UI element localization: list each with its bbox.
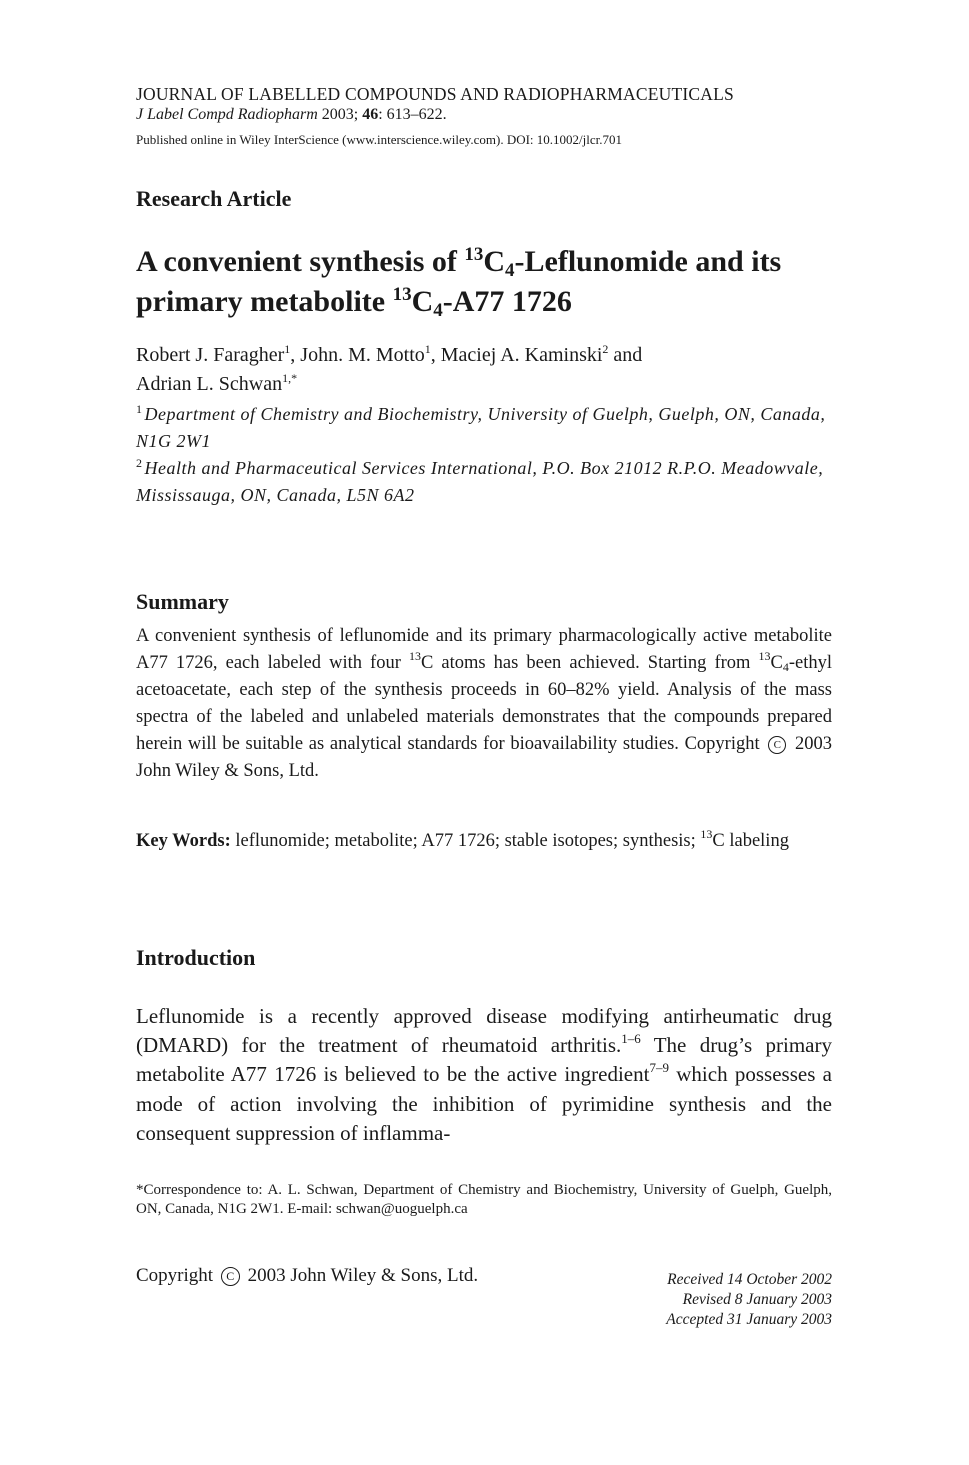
introduction-text: which possesses a mode of action involving the inhibition of pyrimidine synthesis and the consequent suppression of inflamma-	[136, 1062, 832, 1145]
author-separator: ,	[430, 344, 441, 366]
summary-text: C	[770, 653, 783, 673]
summary-text: A convenient synthesis of leflunomide and its primary pharmacologically active metabolite A77 1726, each labeled with four	[136, 626, 832, 673]
summary-heading: Summary	[136, 589, 229, 614]
summary-text: -ethyl acetoacetate, each step of the synthesis proceeds in 60–82% yield. Analysis of the mass spectra of the labeled and unlabeled materials demonstrates that the compounds prepared herein will be suitable as analytical standards for bioavailability studies. Copyright	[136, 653, 832, 754]
isotope-subscript: 4	[782, 660, 789, 674]
affiliation-text: Health and Pharmaceutical Services International, P.O. Box 21012 R.P.O. Meadowvale, Mississauga, ON, Canada, L5N 6A2	[136, 458, 824, 505]
author-affiliation-mark: 2	[602, 342, 609, 356]
accepted-date: Accepted 31 January 2003	[666, 1311, 832, 1328]
reference-link[interactable]: 1–6	[621, 1031, 641, 1047]
copyright-footer	[136, 1265, 478, 1287]
author-affiliation-mark: 1	[424, 342, 431, 356]
title-element: C	[411, 285, 434, 318]
affiliation-number: 2	[136, 456, 143, 470]
published-online-note: Published online in Wiley InterScience (www.interscience.wiley.com). DOI: 10.1002/jlcr.701	[136, 132, 623, 147]
author-separator: ,	[290, 344, 301, 366]
affiliation-number: 1	[136, 402, 143, 416]
journal-citation	[136, 106, 447, 124]
author-affiliation-mark: 1,*	[282, 371, 298, 385]
copyright-text: Copyright	[136, 1265, 214, 1286]
author-name: John. M. Motto	[300, 344, 425, 366]
correspondence-footnote: *Correspondence to: A. L. Schwan, Department of Chemistry and Biochemistry, University of Guelph, Guelph, ON, Canada, N1G 2W1. E-mail: schwan@uoguelph.ca	[136, 1182, 832, 1217]
title-isotope-mass: 13	[464, 244, 484, 265]
summary-abstract	[136, 623, 832, 785]
summary-text: C atoms has been achieved. Starting from	[420, 653, 759, 673]
keywords	[136, 827, 832, 855]
isotope-superscript: 13	[758, 649, 771, 663]
article-dates	[666, 1270, 832, 1330]
received-date: Received 14 October 2002	[667, 1271, 832, 1288]
introduction-body	[136, 1002, 832, 1148]
isotope-superscript: 13	[700, 827, 713, 841]
revised-date: Revised 8 January 2003	[682, 1291, 832, 1308]
title-text: A convenient synthesis of	[136, 245, 465, 278]
author-list	[136, 341, 642, 399]
reference-link[interactable]: 7–9	[649, 1060, 669, 1076]
author-separator: and	[608, 344, 643, 366]
summary-text: 2003 John Wiley & Sons, Ltd.	[136, 734, 833, 781]
introduction-heading: Introduction	[136, 945, 256, 970]
keywords-text: leflunomide; metabolite; A77 1726; stable isotopes; synthesis;	[230, 831, 701, 851]
author-affiliation-mark: 1	[284, 342, 291, 356]
citation-journal: J Label Compd Radiopharm	[136, 106, 318, 123]
affiliation-text: Department of Chemistry and Biochemistry, University of Guelph, Guelph, ON, Canada, N1G 2W1	[136, 404, 826, 451]
affiliation-2	[136, 455, 826, 509]
isotope-superscript: 13	[408, 649, 421, 663]
copyright-icon: C	[768, 736, 786, 754]
title-isotope-count: 4	[433, 300, 443, 321]
author-name: Robert J. Faragher	[136, 344, 285, 366]
copyright-text: 2003 John Wiley & Sons, Ltd.	[247, 1265, 479, 1286]
introduction-text: Leflunomide is a recently approved disease modifying antirheumatic drug (DMARD) for the treatment of rheumatoid arthritis.	[136, 1004, 832, 1058]
article-title	[136, 242, 836, 322]
citation-pages: : 613–622.	[378, 106, 447, 123]
citation-year: 2003;	[321, 106, 359, 123]
affiliation-1	[136, 401, 836, 455]
title-element: C	[483, 245, 506, 278]
keywords-text: C labeling	[712, 831, 789, 851]
author-name: Maciej A. Kaminski	[440, 344, 603, 366]
title-isotope-count: 4	[505, 260, 515, 281]
copyright-icon: C	[221, 1267, 240, 1286]
introduction-text: The drug’s primary metabolite A77 1726 is believed to be the active ingredient	[136, 1033, 832, 1087]
article-type: Research Article	[136, 186, 292, 211]
author-name: Adrian L. Schwan	[136, 373, 283, 395]
title-text: -A77 1726	[442, 285, 572, 318]
keywords-label: Key Words:	[136, 831, 231, 851]
title-text: -Leflunomide and its primary metabolite	[136, 245, 782, 318]
citation-volume: 46	[362, 106, 379, 123]
journal-name: JOURNAL OF LABELLED COMPOUNDS AND RADIOPHARMACEUTICALS	[136, 84, 734, 104]
title-isotope-mass: 13	[392, 284, 412, 305]
